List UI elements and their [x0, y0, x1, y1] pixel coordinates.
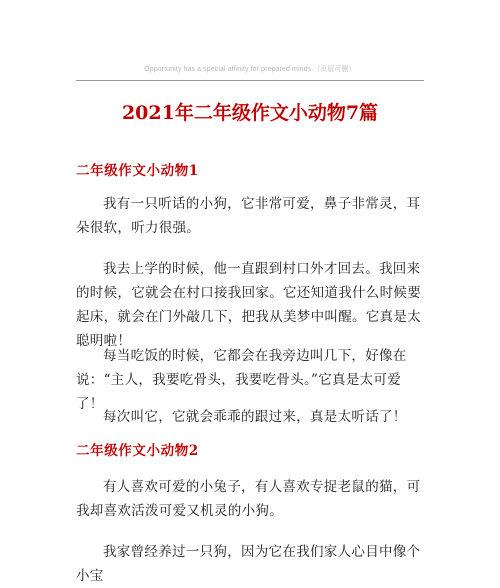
section-heading-2: 二年级作文小动物2: [76, 443, 199, 459]
header-divider: [76, 80, 424, 81]
paragraph: 我家曾经养过一只狗，因为它在我们家人心目中像个小宝: [76, 544, 421, 584]
paragraph: 每当吃饭的时候，它都会在我旁边叫几下，好像在说：“主人，我要吃骨头，我要吃骨头。”它真是太可爱了！: [76, 348, 407, 412]
document-title: 2021年二年级作文小动物7篇: [121, 102, 379, 124]
paragraph: 每次叫它，它就会乖乖的跟过来，真是太听话了！: [103, 409, 407, 425]
paragraph: 我有一只听话的小狗，它非常可爱，鼻子非常灵，耳朵很软，听力很强。: [76, 196, 421, 236]
paragraph: 有人喜欢可爱的小兔子，有人喜欢专捉老鼠的猫，可我却喜欢活泼可爱又机灵的小狗。: [76, 479, 421, 519]
section-heading-1: 二年级作文小动物1: [76, 163, 199, 179]
header-tagline: Opportunity has a special affinity for prepared minds.（页眉可删）: [144, 66, 356, 73]
paragraph: 我去上学的时候，他一直跟到村口外才回去。我回来的时候，它就会在村口接我回家。它还知道我什么时候要起床，就会在门外敲几下，把我从美梦中叫醒。它真是太聪明啦！: [76, 261, 421, 349]
